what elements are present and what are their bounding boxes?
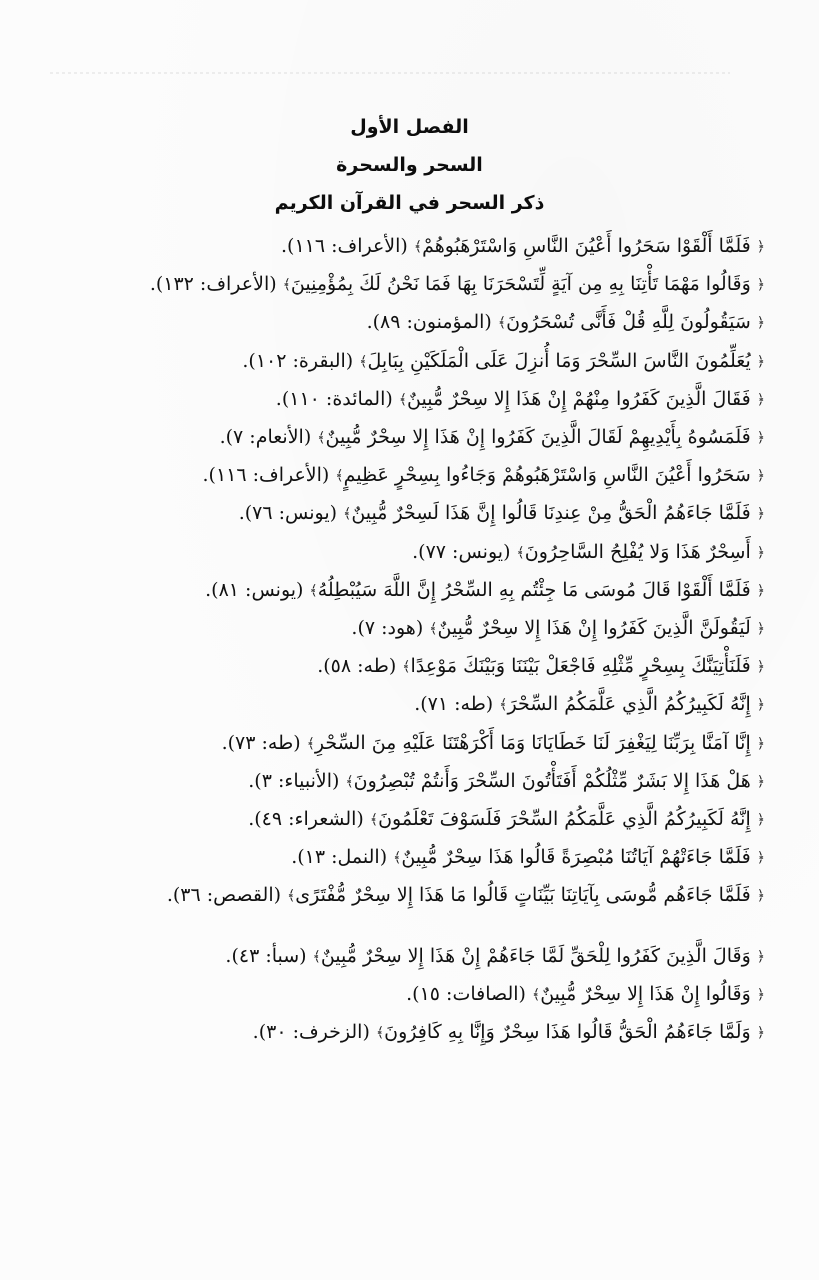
verse-citation: (طه: ٧٣). bbox=[221, 731, 301, 754]
ornament-close-icon: ﴾ bbox=[287, 888, 296, 905]
ornament-close-icon: ﴾ bbox=[393, 850, 402, 867]
ornament-open-icon: ﴿ bbox=[756, 948, 765, 965]
verse-item bbox=[39, 686, 777, 724]
verse-citation: (المؤمنون: ٨٩). bbox=[366, 311, 492, 334]
verse-item bbox=[39, 877, 777, 915]
verse-item bbox=[39, 381, 777, 419]
verse-item bbox=[39, 419, 777, 457]
ornament-open-icon: ﴿ bbox=[756, 468, 765, 485]
verse-item bbox=[39, 1014, 777, 1052]
verse-text: فَقَالَ الَّذِينَ كَفَرُوا مِنْهُمْ إِنْ هَذَا إِلا سِحْرٌ مُّبِينٌ bbox=[407, 387, 751, 410]
verse-item bbox=[39, 725, 777, 763]
verse-item bbox=[39, 976, 777, 1014]
ornament-close-icon: ﴾ bbox=[402, 659, 411, 676]
ornament-close-icon: ﴾ bbox=[343, 506, 352, 523]
verse-citation: (الشعراء: ٤٩). bbox=[248, 808, 364, 831]
verse-text: فَلَمَّا جَاءَتْهُمْ آيَاتُنَا مُبْصِرَةً قَالُوا هَذَا سِحْرٌ مُّبِينٌ bbox=[401, 846, 751, 869]
ornament-open-icon: ﴿ bbox=[756, 582, 765, 599]
verse-citation: (البقرة: ١٠٢). bbox=[242, 349, 354, 372]
verse-item bbox=[39, 266, 777, 304]
verse-text: وَقَالُوا إِنْ هَذَا إِلا سِحْرٌ مُّبِينٌ bbox=[540, 982, 751, 1005]
verse-text: سَيَقُولُونَ لِلَّهِ قُلْ فَأَنَّى تُسْحَرُونَ bbox=[506, 311, 751, 334]
ornament-open-icon: ﴿ bbox=[756, 506, 765, 523]
verse-citation: (هود: ٧). bbox=[351, 617, 424, 640]
verse-item bbox=[39, 343, 777, 381]
verse-citation: (الأعراف: ١٣٢). bbox=[149, 273, 277, 296]
subsection-title: ذكر السحر في القرآن الكريم bbox=[274, 192, 545, 214]
verse-text: لَيَقُولَنَّ الَّذِينَ كَفَرُوا إِنْ هَذَا إِلا سِحْرٌ مُّبِينٌ bbox=[437, 617, 751, 640]
ornament-close-icon: ﴾ bbox=[413, 239, 423, 255]
verse-citation: (يونس: ٧٧). bbox=[412, 540, 511, 563]
verse-text: فَلَمَّا جَاءَهُمُ الْحَقُّ مِنْ عِندِنَا قَالُوا إِنَّ هَذَا لَسِحْرٌ مُّبِينٌ bbox=[351, 502, 751, 525]
ornament-close-icon: ﴾ bbox=[499, 697, 508, 714]
verse-text: هَلْ هَذَا إِلا بَشَرٌ مِّثْلُكُمْ أَفَتَأْتُونَ السِّحْرَ وَأَنتُمْ تُبْصِرُونَ bbox=[353, 769, 751, 792]
verse-citation: (سبأ: ٤٣). bbox=[225, 944, 307, 967]
verse-citation: (الأنبياء: ٣). bbox=[248, 769, 340, 792]
ornament-open-icon: ﴿ bbox=[756, 430, 765, 447]
ornament-open-icon: ﴿ bbox=[756, 659, 765, 676]
verse-text: فَلَنَأْتِيَنَّكَ بِسِحْرٍ مِّثْلِهِ فَاجْعَلْ بَيْنَنَا وَبَيْنَكَ مَوْعِدًا bbox=[410, 655, 751, 678]
ornament-open-icon: ﴿ bbox=[756, 277, 765, 294]
verse-item bbox=[39, 572, 777, 610]
verse-text: فَلَمَّا أَلْقَوْا سَحَرُوا أَعْيُنَ النَّاسِ وَاسْتَرْهَبُوهُمْ bbox=[422, 235, 751, 257]
ornament-open-icon: ﴿ bbox=[756, 773, 765, 790]
ornament-open-icon: ﴿ bbox=[756, 1025, 765, 1042]
verse-citation: (الأعراف: ١١٦). bbox=[202, 464, 330, 487]
ornament-open-icon: ﴿ bbox=[756, 812, 765, 829]
verse-item bbox=[39, 839, 777, 877]
ornament-close-icon: ﴾ bbox=[369, 812, 379, 829]
ornament-close-icon: ﴾ bbox=[429, 621, 438, 638]
ornament-open-icon: ﴿ bbox=[756, 697, 765, 714]
ornament-open-icon: ﴿ bbox=[756, 391, 765, 408]
verse-citation: (القصص: ٣٦). bbox=[166, 884, 282, 907]
bleed-through-line bbox=[50, 72, 730, 74]
verse-text: وَلَمَّا جَاءَهُمُ الْحَقُّ قَالُوا هَذَا سِحْرٌ وَإِنَّا بِهِ كَافِرُونَ bbox=[384, 1021, 751, 1044]
ornament-close-icon: ﴾ bbox=[335, 468, 344, 485]
ornament-close-icon: ﴾ bbox=[312, 948, 321, 965]
verse-item bbox=[39, 534, 777, 572]
verse-item bbox=[39, 763, 777, 801]
ornament-open-icon: ﴿ bbox=[756, 850, 765, 867]
verse-text: إِنَّا آمَنَّا بِرَبِّنَا لِيَغْفِرَ لَنَا خَطَايَانَا وَمَا أَكْرَهْتَنَا عَلَيْهِ مِنَ السِّحْرِ bbox=[314, 731, 751, 754]
ornament-open-icon: ﴿ bbox=[756, 239, 765, 255]
verse-citation: (النمل: ١٣). bbox=[291, 846, 388, 869]
verse-citation: (الأنعام: ٧). bbox=[219, 426, 312, 449]
verse-citation: (الصافات: ١٥). bbox=[406, 982, 526, 1005]
verse-citation: (الزخرف: ٣٠). bbox=[252, 1021, 370, 1044]
verse-citation: (يونس: ٧٦). bbox=[238, 502, 338, 525]
verse-text: وَقَالَ الَّذِينَ كَفَرُوا لِلْحَقِّ لَمَّا جَاءَهُمْ إِنْ هَذَا إِلا سِحْرٌ مُّبِينٌ bbox=[320, 944, 751, 967]
verse-item bbox=[39, 228, 777, 266]
verse-citation: (يونس: ٨١). bbox=[205, 578, 304, 601]
ornament-close-icon: ﴾ bbox=[532, 986, 541, 1003]
headings bbox=[0, 108, 819, 222]
section-title: السحر والسحرة bbox=[336, 154, 483, 176]
verse-citation: (طه: ٧١). bbox=[414, 693, 494, 716]
verse-item bbox=[39, 304, 777, 342]
verse-item bbox=[39, 801, 777, 839]
verse-text: إِنَّهُ لَكَبِيرُكُمُ الَّذِي عَلَّمَكُمُ السِّحْرَ فَلَسَوْفَ تَعْلَمُونَ bbox=[378, 808, 751, 831]
ornament-close-icon: ﴾ bbox=[309, 582, 318, 599]
verse-text: فَلَمَسُوهُ بِأَيْدِيهِمْ لَقَالَ الَّذِينَ كَفَرُوا إِنْ هَذَا إِلا سِحْرٌ مُّبِينٌ bbox=[325, 426, 751, 449]
verse-list bbox=[39, 228, 777, 1052]
verse-text: إِنَّهُ لَكَبِيرُكُمُ الَّذِي عَلَّمَكُمُ السِّحْرَ bbox=[507, 693, 751, 716]
verse-text: وَقَالُوا مَهْمَا تَأْتِنَا بِهِ مِن آيَةٍ لِّتَسْحَرَنَا بِهَا فَمَا نَحْنُ لَكَ بِمُؤْمِنِينَ bbox=[290, 273, 751, 296]
ornament-open-icon: ﴿ bbox=[756, 888, 765, 905]
verse-text: سَحَرُوا أَعْيُنَ النَّاسِ وَاسْتَرْهَبُوهُمْ وَجَاءُوا بِسِحْرٍ عَظِيمٍ bbox=[343, 464, 751, 487]
ornament-close-icon: ﴾ bbox=[516, 544, 525, 561]
ornament-open-icon: ﴿ bbox=[756, 544, 765, 561]
verse-item bbox=[39, 938, 777, 976]
verse-item bbox=[39, 610, 777, 648]
verse-citation: (طه: ٥٨). bbox=[317, 655, 397, 678]
ornament-close-icon: ﴾ bbox=[375, 1025, 385, 1042]
ornament-open-icon: ﴿ bbox=[756, 735, 765, 752]
verse-text: أَسِحْرٌ هَذَا وَلا يُفْلِحُ السَّاحِرُونَ bbox=[524, 540, 751, 563]
verse-citation: (الأعراف: ١١٦). bbox=[280, 235, 408, 257]
chapter-title: الفصل الأول bbox=[350, 116, 469, 138]
ornament-close-icon: ﴾ bbox=[317, 430, 326, 447]
verse-text: فَلَمَّا أَلْقَوْا قَالَ مُوسَى مَا جِئْتُم بِهِ السِّحْرُ إِنَّ اللَّهَ سَيُبْطِلُهُ bbox=[317, 578, 751, 601]
ornament-close-icon: ﴾ bbox=[359, 353, 368, 370]
ornament-close-icon: ﴾ bbox=[306, 735, 315, 752]
ornament-open-icon: ﴿ bbox=[756, 315, 765, 332]
ornament-close-icon: ﴾ bbox=[497, 315, 507, 332]
verse-text: يُعَلِّمُونَ النَّاسَ السِّحْرَ وَمَا أُنزِلَ عَلَى الْمَلَكَيْنِ بِبَابِلَ bbox=[367, 349, 751, 372]
ornament-open-icon: ﴿ bbox=[756, 986, 765, 1003]
ornament-close-icon: ﴾ bbox=[345, 773, 354, 790]
ornament-close-icon: ﴾ bbox=[398, 391, 408, 408]
ornament-open-icon: ﴿ bbox=[756, 353, 765, 370]
verse-item bbox=[39, 457, 777, 495]
ornament-open-icon: ﴿ bbox=[756, 621, 765, 638]
ornament-close-icon: ﴾ bbox=[282, 277, 291, 294]
verse-item bbox=[39, 648, 777, 686]
verse-text: فَلَمَّا جَاءَهُم مُّوسَى بِآيَاتِنَا بَيِّنَاتٍ قَالُوا مَا هَذَا إِلا سِحْرٌ مُّفْتَرًى bbox=[295, 884, 751, 907]
verse-item bbox=[39, 495, 777, 533]
verse-citation: (المائدة: ١١٠). bbox=[275, 387, 393, 410]
